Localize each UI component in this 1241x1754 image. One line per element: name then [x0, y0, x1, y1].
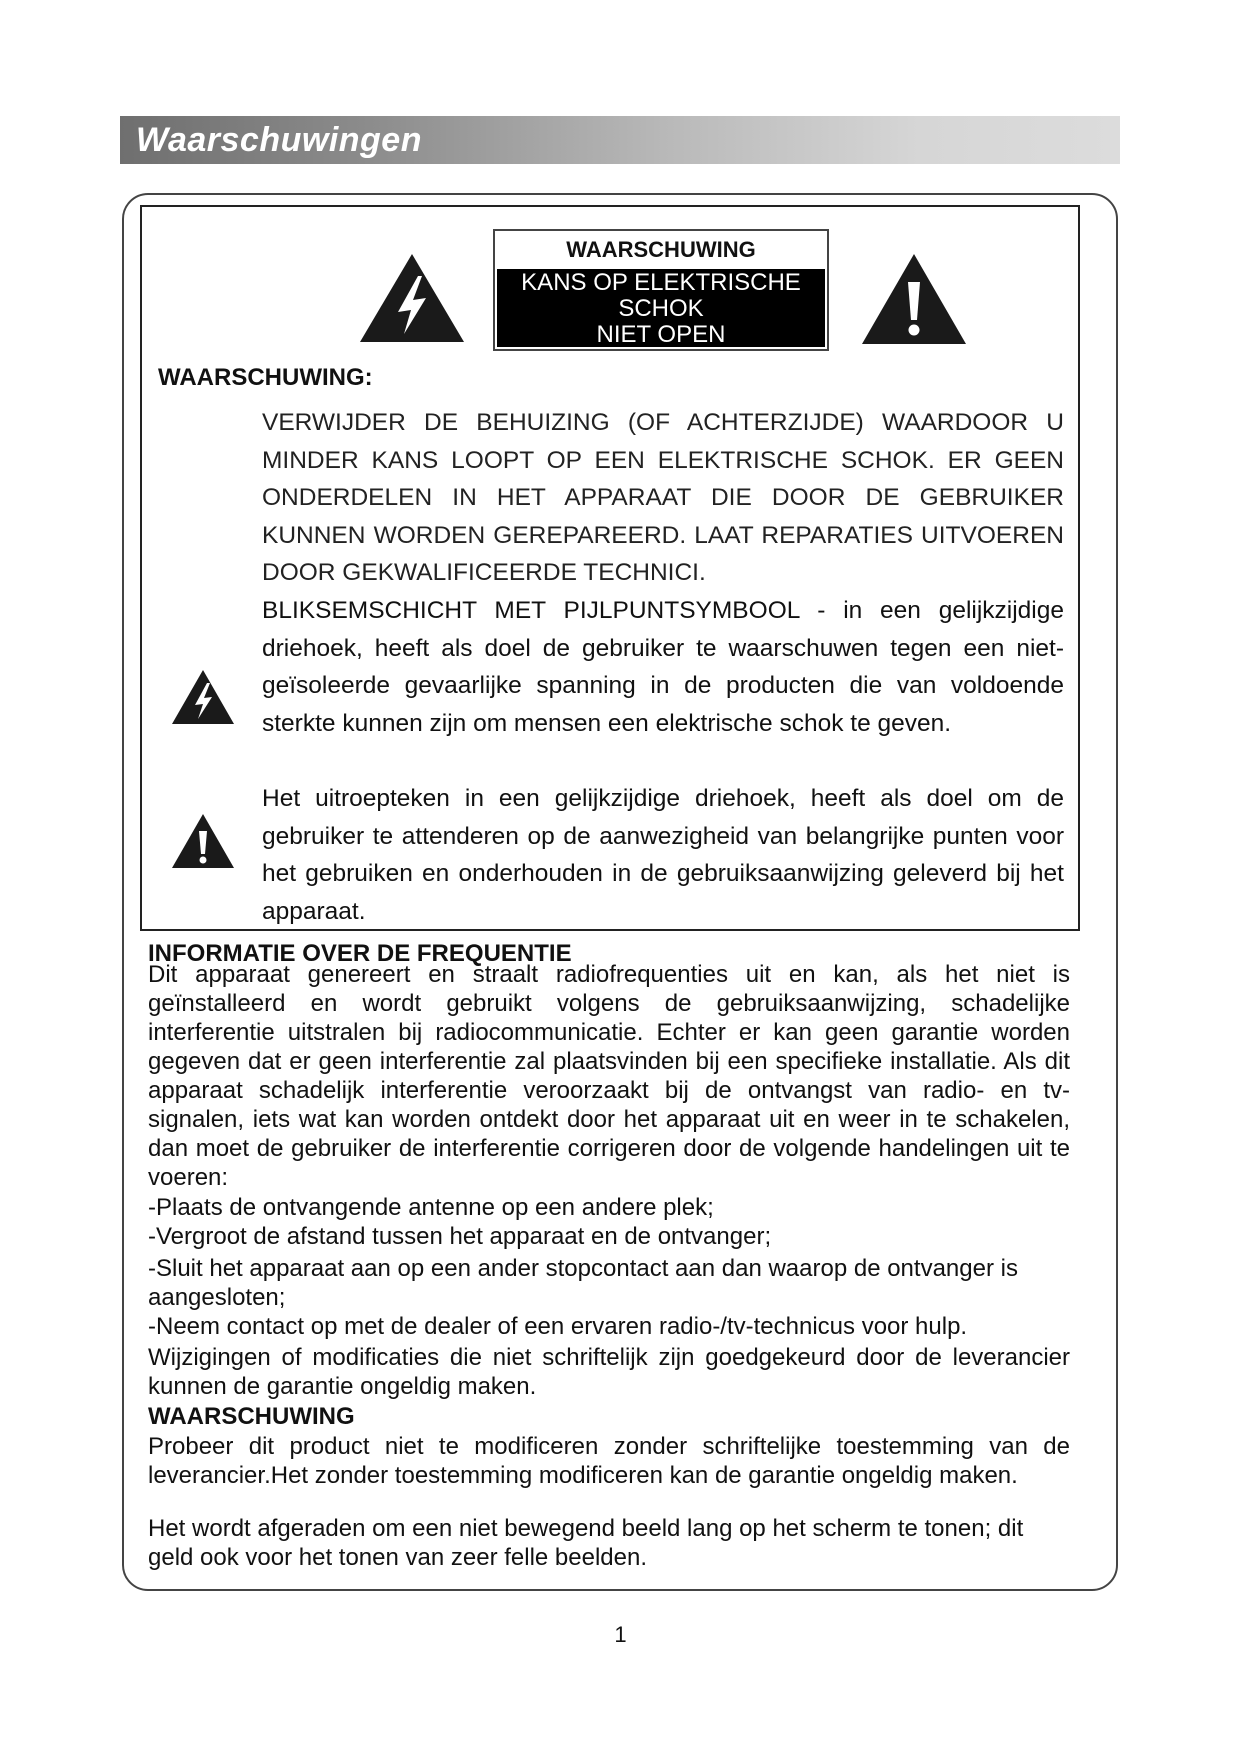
warning2-text: Probeer dit product niet te modificeren zonder schriftelijke toestemming van de leverancier.Het zonder toestemming modificeren kan de garantie ongeldig maken.: [148, 1433, 1070, 1489]
caution-label-body: [497, 269, 825, 347]
frequency-intro: Dit apparaat genereert en straalt radiofrequenties uit en kan, als het niet is geïnstalleerd en wordt gebruikt volgens de gebruiksaanwijzing, schadelijke interferentie uitstralen bij radiocommunicatie. Echter er kan geen garantie worden gegeven dat er geen interferentie zal plaatsvinden bij een specifieke installatie. Als dit apparaat schadelijk interferentie veroorzaakt bij de ontvangst van radio- en tv-signalen, iets wat kan worden ontdekt door het apparaat uit en weer in te schakelen, dan moet de gebruiker de interferentie corrigeren door de volgende handelingen uit te voeren:: [148, 961, 1070, 1191]
page-title: Waarschuwingen: [136, 121, 422, 159]
caution-label-heading: WAARSCHUWING: [566, 237, 756, 262]
still-image-note: Het wordt afgeraden om een niet bewegend beeld lang op het scherm te tonen; dit geld ook voor het tonen van zeer felle beelden.: [148, 1515, 1024, 1571]
warning-heading: WAARSCHUWING:: [158, 364, 373, 391]
electric-shock-warning-icon: [358, 252, 466, 344]
frequency-bullet: -Neem contact op met de dealer of een ervaren radio-/tv-technicus voor hulp.: [148, 1313, 968, 1340]
frequency-bullet: -Sluit het apparaat aan op een ander stopcontact aan dan waarop de ontvanger is aangesloten;: [148, 1255, 1018, 1311]
frequency-heading: INFORMATIE OVER DE FREQUENTIE: [148, 940, 572, 967]
caution-label-line: NIET OPEN: [596, 321, 726, 348]
frequency-bullet: -Plaats de ontvangende antenne op een andere plek;: [148, 1194, 714, 1221]
exclamation-symbol-paragraph: Het uitroepteken in een gelijkzijdige driehoek, heeft als doel om de gebruiker te attenderen op de aanwezigheid van belangrijke punten voor het gebruiken en onderhouden in de gebruiksaanwijzing geleverd bij het apparaat.: [262, 785, 1064, 925]
caution-label-line: KANS OP ELEKTRISCHE: [521, 269, 801, 296]
warning2-heading: WAARSCHUWING: [148, 1403, 355, 1430]
exclamation-warning-icon: [860, 252, 968, 346]
lightning-symbol-icon: [170, 668, 236, 726]
exclamation-symbol-icon: [170, 812, 236, 870]
caution-label: [493, 229, 829, 351]
warning-paragraph-casing: VERWIJDER DE BEHUIZING (OF ACHTERZIJDE) WAARDOOR U MINDER KANS LOOPT OP EEN ELEKTRISCHE SCHOK. ER GEEN ONDERDELEN IN HET APPARAAT DIE DOOR DE GEBRUIKER KUNNEN WORDEN GEREPAREERD. LAAT REPARATIES UITVOEREN DOOR GEKWALIFICEERDE TECHNICI.: [262, 409, 1064, 586]
caution-label-line: SCHOK: [618, 295, 704, 322]
modifications-note: Wijzigingen of modificaties die niet schriftelijk zijn goedgekeurd door de leverancier kunnen de garantie ongeldig maken.: [148, 1344, 1070, 1400]
page-number: 1: [614, 1622, 627, 1647]
frequency-bullet: -Vergroot de afstand tussen het apparaat en de ontvanger;: [148, 1223, 772, 1250]
section-title-bar: [120, 116, 1120, 164]
lightning-symbol-paragraph: BLIKSEMSCHICHT MET PIJLPUNTSYMBOOL - in een gelijkzijdige driehoek, heeft als doel de gebruiker te waarschuwen tegen een niet-geïsoleerde gevaarlijke spanning in de producten die van voldoende sterkte kunnen zijn om mensen een elektrische schok te geven.: [262, 597, 1064, 737]
